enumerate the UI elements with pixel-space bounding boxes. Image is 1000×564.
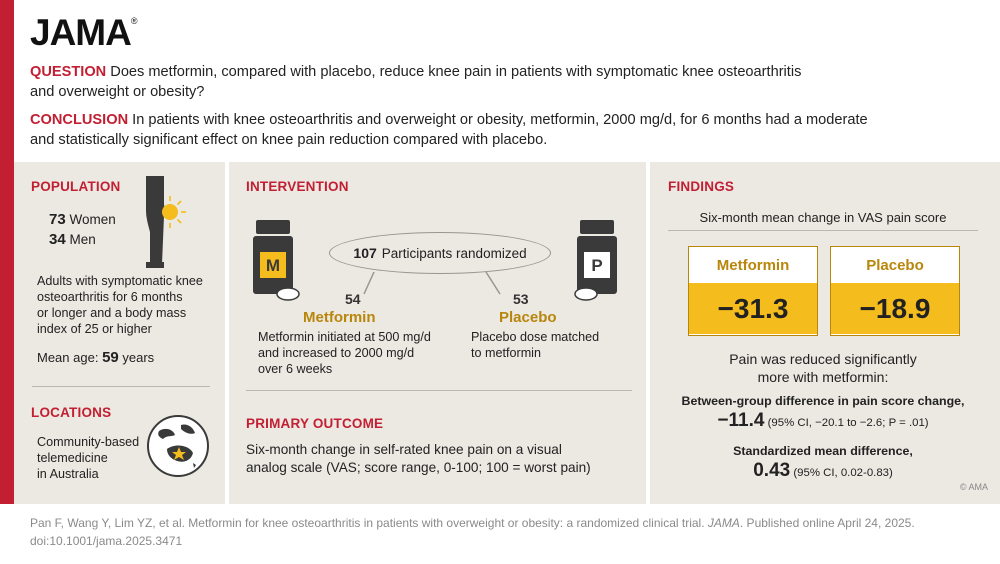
placebo-arm-name: Placebo xyxy=(499,309,557,326)
primary-outcome-line: Six-month change in self-rated knee pain on a visual xyxy=(246,442,562,457)
population-header: POPULATION xyxy=(31,179,121,194)
accent-bar xyxy=(0,0,14,504)
population-desc-line: osteoarthritis for 6 months xyxy=(37,290,183,304)
locations-header: LOCATIONS xyxy=(31,405,112,420)
panel-divider xyxy=(646,162,650,504)
question-line1: Does metformin, compared with placebo, reduce knee pain in patients with symptomatic knee osteoarthritis xyxy=(110,64,802,80)
mean-age-unit: years xyxy=(122,350,155,365)
between-group-value: −11.4 xyxy=(717,410,765,431)
randomized-oval xyxy=(329,232,551,274)
question-label: QUESTION xyxy=(30,64,107,80)
metformin-result-label: Metformin xyxy=(689,247,817,283)
section-divider xyxy=(32,386,210,387)
logo-text: JAMA xyxy=(30,12,131,53)
conclusion-line2: and statistically significant effect on knee pain reduction compared with placebo. xyxy=(30,132,548,148)
citation-text: Pan F, Wang Y, Lim YZ, et al. Metformin for knee osteoarthritis in patients with overweight or obesity: a randomized clinical trial. xyxy=(30,516,705,530)
between-group-ci: (95% CI, −20.1 to −2.6; P = .01) xyxy=(767,417,929,429)
citation-published: . Published online April 24, 2025. xyxy=(739,516,915,530)
population-desc-line: Adults with symptomatic knee xyxy=(37,274,203,288)
conclusion-label: CONCLUSION xyxy=(30,112,129,128)
metformin-pill-bottle-icon xyxy=(250,218,302,304)
placebo-arm-description xyxy=(471,329,599,361)
findings-summary-line: more with metformin: xyxy=(757,369,889,385)
conclusion-block xyxy=(30,110,960,150)
women-count: 73 xyxy=(49,211,66,228)
knee-pain-icon xyxy=(136,172,188,272)
mean-age-value: 59 xyxy=(102,349,119,366)
question-block xyxy=(30,62,960,102)
copyright-notice: © AMA xyxy=(959,482,988,492)
mean-age-label: Mean age: xyxy=(37,350,99,365)
smd-ci: (95% CI, 0.02-0.83) xyxy=(793,467,893,479)
population-desc-line: index of 25 or higher xyxy=(37,322,152,336)
conclusion-line1: In patients with knee osteoarthritis and overweight or obesity, metformin, 2000 mg/d, for 6 months had a moderate xyxy=(132,112,868,128)
citation-doi: doi:10.1001/jama.2025.3471 xyxy=(30,534,183,548)
women-label: Women xyxy=(69,212,116,227)
men-stat xyxy=(49,232,96,248)
population-description xyxy=(37,273,203,337)
mean-age xyxy=(37,350,154,366)
locations-text xyxy=(37,434,139,482)
metformin-count: 54 xyxy=(345,291,361,307)
between-group-stat xyxy=(658,410,988,432)
placebo-pill-bottle-icon xyxy=(572,218,624,304)
placebo-result-value: −18.9 xyxy=(831,283,959,334)
randomized-count: 107 xyxy=(353,245,377,261)
primary-outcome-line: analog scale (VAS; score range, 0-100; 100 = worst pain) xyxy=(246,460,591,475)
jama-logo: JAMA® xyxy=(30,12,137,53)
smd-stat xyxy=(658,460,988,482)
citation-journal: JAMA xyxy=(707,516,740,530)
placebo-count: 53 xyxy=(513,291,529,307)
metformin-desc-line: and increased to 2000 mg/d xyxy=(258,346,415,360)
citation xyxy=(30,514,990,550)
placebo-desc-line: to metformin xyxy=(471,346,541,360)
metformin-result-value: −31.3 xyxy=(689,283,817,334)
metformin-desc-line: Metformin initiated at 500 mg/d xyxy=(258,330,431,344)
metformin-arm-description xyxy=(258,329,431,377)
intervention-header: INTERVENTION xyxy=(246,179,349,194)
metformin-desc-line: over 6 weeks xyxy=(258,362,333,376)
findings-summary-line: Pain was reduced significantly xyxy=(729,351,917,367)
metformin-bottle-letter: M xyxy=(265,256,281,275)
findings-subtitle-rule xyxy=(668,230,978,231)
women-stat xyxy=(49,212,116,228)
findings-summary xyxy=(668,350,978,386)
metformin-arm-name: Metformin xyxy=(303,309,376,326)
findings-subtitle: Six-month mean change in VAS pain score xyxy=(699,210,947,225)
randomized-label: Participants randomized xyxy=(381,245,527,261)
men-count: 34 xyxy=(49,231,66,248)
placebo-result-label: Placebo xyxy=(831,247,959,283)
between-group-label: Between-group difference in pain score change, xyxy=(681,394,965,408)
smd-label: Standardized mean difference, xyxy=(733,444,913,458)
panel-divider xyxy=(225,162,229,504)
primary-outcome-header: PRIMARY OUTCOME xyxy=(246,416,384,431)
men-label: Men xyxy=(69,232,96,247)
metformin-result-box xyxy=(688,246,818,336)
smd-value: 0.43 xyxy=(753,460,791,481)
question-line2: and overweight or obesity? xyxy=(30,84,205,100)
population-desc-line: or longer and a body mass xyxy=(37,306,187,320)
locations-line: telemedicine xyxy=(37,451,108,465)
primary-outcome-text xyxy=(246,441,591,477)
locations-line: in Australia xyxy=(37,467,99,481)
globe-icon xyxy=(145,413,211,479)
findings-header: FINDINGS xyxy=(668,179,735,194)
locations-line: Community-based xyxy=(37,435,140,449)
placebo-result-box xyxy=(830,246,960,336)
placebo-bottle-letter: P xyxy=(591,256,603,275)
placebo-desc-line: Placebo dose matched xyxy=(471,330,600,344)
section-divider xyxy=(246,390,632,391)
